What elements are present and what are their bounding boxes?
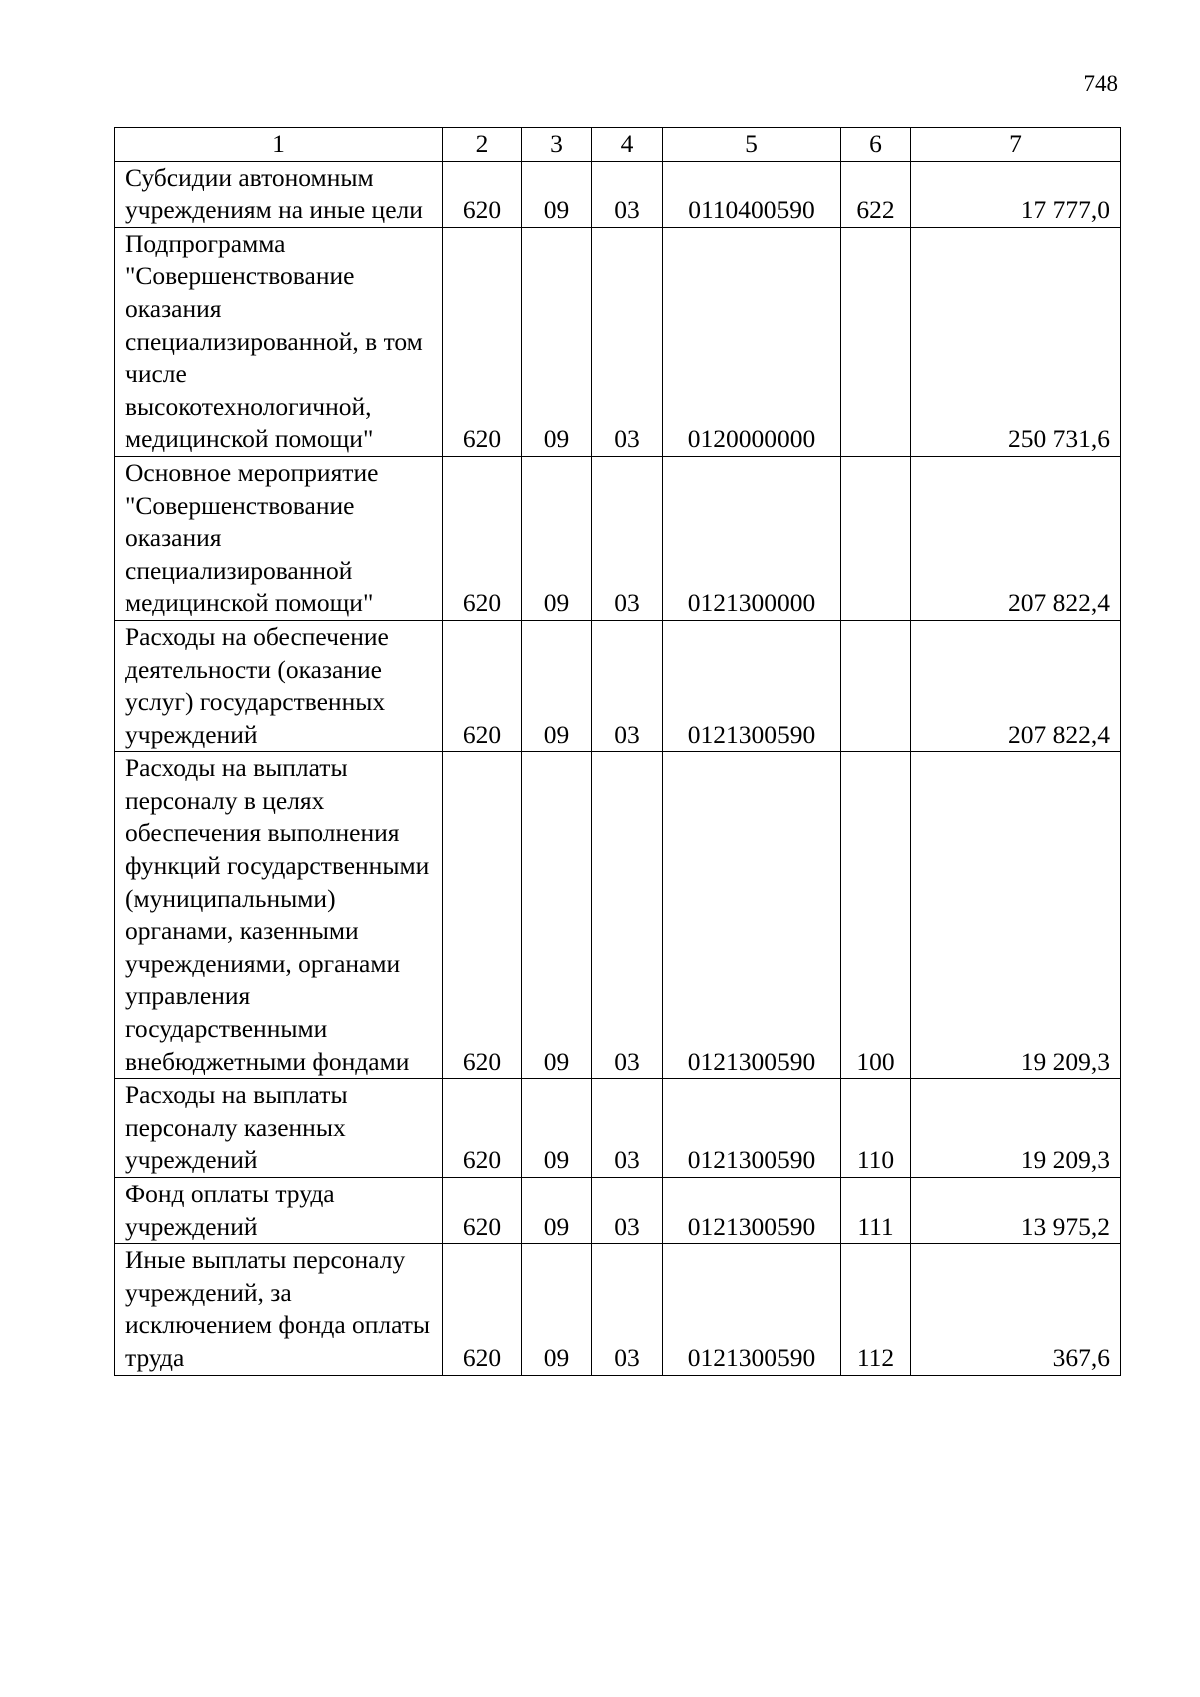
- table-row: [115, 456, 1121, 620]
- budget-table: [114, 127, 1121, 1376]
- target-code: 0121300590: [663, 752, 841, 1079]
- target-code: 0120000000: [663, 227, 841, 456]
- target-code: 0121300000: [663, 456, 841, 620]
- section-code: 09: [522, 620, 592, 751]
- ministry-code: 620: [443, 1178, 522, 1244]
- target-code: 0121300590: [663, 620, 841, 751]
- ministry-code: 620: [443, 1244, 522, 1375]
- amount-value: 250 731,6: [911, 227, 1121, 456]
- subsection-code: 03: [592, 752, 663, 1079]
- amount-value: 207 822,4: [911, 620, 1121, 751]
- column-header: 7: [911, 128, 1121, 162]
- expense-type-code: [841, 227, 911, 456]
- column-header: 2: [443, 128, 522, 162]
- target-code: 0121300590: [663, 1079, 841, 1178]
- expense-type-code: 100: [841, 752, 911, 1079]
- subsection-code: 03: [592, 161, 663, 227]
- row-name: Субсидии автономным учреждениям на иные цели: [115, 161, 443, 227]
- target-code: 0110400590: [663, 161, 841, 227]
- table-header: [115, 128, 1121, 162]
- table-row: [115, 1079, 1121, 1178]
- amount-value: 19 209,3: [911, 1079, 1121, 1178]
- target-code: 0121300590: [663, 1178, 841, 1244]
- column-header: 3: [522, 128, 592, 162]
- expense-type-code: 112: [841, 1244, 911, 1375]
- table-row: [115, 1244, 1121, 1375]
- table-row: [115, 620, 1121, 751]
- amount-value: 17 777,0: [911, 161, 1121, 227]
- subsection-code: 03: [592, 456, 663, 620]
- subsection-code: 03: [592, 1244, 663, 1375]
- row-name: Подпрограмма "Совершенствование оказания специализированной, в том числе высокотехнологичной, медицинской помощи": [115, 227, 443, 456]
- ministry-code: 620: [443, 227, 522, 456]
- column-header: 4: [592, 128, 663, 162]
- table-row: [115, 161, 1121, 227]
- column-header: 1: [115, 128, 443, 162]
- row-name: Иные выплаты персоналу учреждений, за исключением фонда оплаты труда: [115, 1244, 443, 1375]
- ministry-code: 620: [443, 161, 522, 227]
- subsection-code: 03: [592, 1079, 663, 1178]
- table-row: [115, 752, 1121, 1079]
- ministry-code: 620: [443, 620, 522, 751]
- header-row: [115, 128, 1121, 162]
- section-code: 09: [522, 752, 592, 1079]
- expense-type-code: 111: [841, 1178, 911, 1244]
- row-name: Фонд оплаты труда учреждений: [115, 1178, 443, 1244]
- expense-type-code: 110: [841, 1079, 911, 1178]
- subsection-code: 03: [592, 620, 663, 751]
- target-code: 0121300590: [663, 1244, 841, 1375]
- subsection-code: 03: [592, 227, 663, 456]
- row-name: Расходы на выплаты персоналу в целях обеспечения выполнения функций государственными (муниципальными) органами, казенными учреждениями, органами управления государственными внебюджетными фондами: [115, 752, 443, 1079]
- ministry-code: 620: [443, 752, 522, 1079]
- row-name: Расходы на обеспечение деятельности (оказание услуг) государственных учреждений: [115, 620, 443, 751]
- ministry-code: 620: [443, 1079, 522, 1178]
- table-body: [115, 161, 1121, 1375]
- amount-value: 367,6: [911, 1244, 1121, 1375]
- row-name: Основное мероприятие "Совершенствование оказания специализированной медицинской помощи": [115, 456, 443, 620]
- section-code: 09: [522, 1244, 592, 1375]
- column-header: 6: [841, 128, 911, 162]
- expense-type-code: [841, 456, 911, 620]
- section-code: 09: [522, 1178, 592, 1244]
- row-name: Расходы на выплаты персоналу казенных учреждений: [115, 1079, 443, 1178]
- subsection-code: 03: [592, 1178, 663, 1244]
- ministry-code: 620: [443, 456, 522, 620]
- column-header: 5: [663, 128, 841, 162]
- amount-value: 207 822,4: [911, 456, 1121, 620]
- amount-value: 13 975,2: [911, 1178, 1121, 1244]
- table-row: [115, 1178, 1121, 1244]
- section-code: 09: [522, 1079, 592, 1178]
- section-code: 09: [522, 161, 592, 227]
- amount-value: 19 209,3: [911, 752, 1121, 1079]
- expense-type-code: 622: [841, 161, 911, 227]
- expense-type-code: [841, 620, 911, 751]
- page-number: 748: [1083, 71, 1118, 96]
- section-code: 09: [522, 227, 592, 456]
- table-row: [115, 227, 1121, 456]
- section-code: 09: [522, 456, 592, 620]
